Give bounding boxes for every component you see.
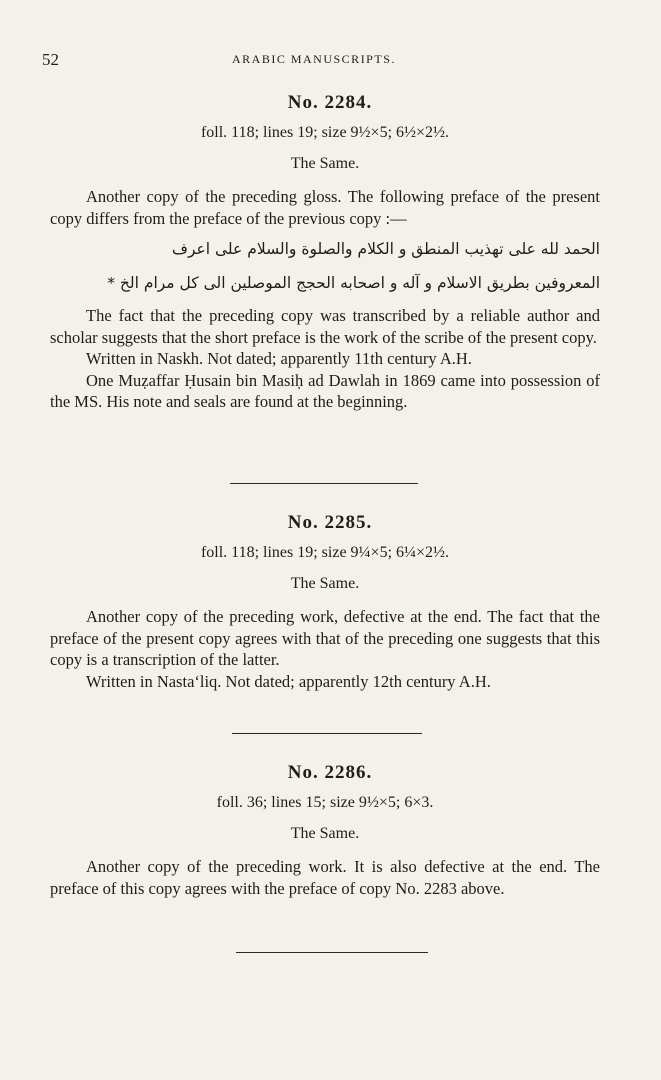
entry-meta: foll. 118; lines 19; size 9½×5; 6½×2½. <box>200 124 450 141</box>
entry-title: The Same. <box>290 575 360 592</box>
entry-paragraph: Written in Nasta‘liq. Not dated; apparently 12th century A.H. <box>86 671 491 691</box>
entry-meta: foll. 36; lines 15; size 9½×5; 6×3. <box>216 794 434 811</box>
page-number: 52 <box>42 50 59 69</box>
entry-paragraph: The fact that the preceding copy was transcribed by a reliable author and scholar suggests that the short preface is the work of the scribe of the present copy. <box>50 306 600 347</box>
entry-title: The Same. <box>290 155 360 172</box>
entry-number: No. 2285. <box>287 512 373 533</box>
entry-body <box>50 606 600 692</box>
running-title: ARABIC MANUSCRIPTS. <box>232 52 396 66</box>
entry-body <box>50 856 600 899</box>
entry-number: No. 2286. <box>287 762 373 783</box>
entry-meta: foll. 118; lines 19; size 9¼×5; 6¼×2½. <box>200 544 450 561</box>
entry-paragraph: Another copy of the preceding work, defective at the end. The fact that the preface of the present copy agrees with that of the preceding one suggests that this copy is a transcription of the latter. <box>50 607 600 669</box>
section-divider <box>236 952 428 953</box>
section-divider <box>232 733 422 734</box>
entry-title: The Same. <box>290 825 360 842</box>
entry-body <box>50 186 600 413</box>
arabic-preface-line: المعروفين بطريق الاسلام و آله و اصحابه الحجج الموصلين الى كل مرام الخ * <box>107 274 600 292</box>
entry-paragraph: Another copy of the preceding gloss. The following preface of the present copy differs from the preface of the previous copy :— <box>50 187 600 228</box>
entry-2285 <box>50 512 600 692</box>
entry-2286 <box>50 762 600 899</box>
entry-number: No. 2284. <box>287 92 373 113</box>
running-head <box>42 50 621 70</box>
entry-paragraph: Another copy of the preceding work. It is also defective at the end. The preface of this copy agrees with the preface of copy No. 2283 above. <box>50 857 600 898</box>
entry-paragraph: Written in Naskh. Not dated; apparently 11th century A.H. <box>86 349 472 368</box>
entry-2284 <box>50 92 600 413</box>
arabic-preface-line: الحمد لله على تهذيب المنطق و الكلام والصلوة والسلام على اعرف <box>171 240 600 258</box>
section-divider <box>230 483 418 484</box>
entry-paragraph: One Muẓaffar Ḥusain bin Masiḥ ad Dawlah in 1869 came into possession of the MS. His note and seals are found at the beginning. <box>50 370 600 411</box>
